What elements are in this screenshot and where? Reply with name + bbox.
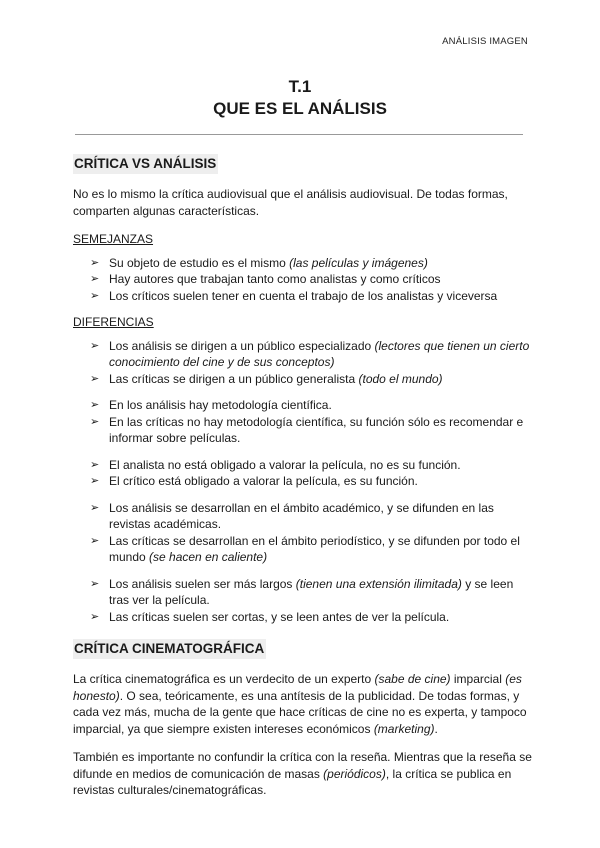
bullet-text: En las críticas no hay metodología científica, su función sólo es recomendar e informar sobre películas. bbox=[109, 414, 524, 445]
title-line-1: T.1 bbox=[288, 77, 312, 96]
difference-item bbox=[73, 397, 533, 414]
difference-group bbox=[73, 397, 533, 447]
running-header: ANÁLISIS IMAGEN bbox=[442, 36, 528, 47]
p1-note-d: (es honesto) bbox=[73, 672, 522, 703]
difference-group bbox=[73, 576, 533, 626]
bullet-note: (tienen una extensión ilimitada) bbox=[295, 576, 462, 591]
bullet-note: (se hacen en caliente) bbox=[149, 550, 268, 564]
difference-item bbox=[73, 609, 533, 626]
p2-text-a: También es importante no confundir la crítica con la reseña. Mientras que la reseña se difunde en medios de comunicación de masas bbox=[73, 750, 532, 781]
bullet-text: Hay autores que trabajan tanto como analistas y como críticos bbox=[109, 272, 441, 286]
bullet-text: En los análisis hay metodología científica. bbox=[109, 398, 332, 412]
document-body bbox=[73, 150, 533, 811]
title-divider bbox=[75, 134, 523, 135]
review-distinction-paragraph bbox=[73, 749, 533, 799]
section-heading-critica-cinematografica: CRÍTICA CINEMATOGRÁFICA bbox=[73, 639, 266, 659]
difference-group bbox=[73, 500, 533, 566]
p2-text-c: , la crítica se publica en revistas culturales/cinematográficas. bbox=[73, 766, 512, 797]
p1-text-e: . O sea, teóricamente, es una antítesis de la publicidad. De todas formas, y cada vez más, mucha de la gente que hace críticas de cine no es experta, y tampoco imparcial, ya que siempre existen intereses económicos bbox=[73, 688, 527, 736]
bullet-text: Las críticas se dirigen a un público generalista bbox=[109, 371, 359, 386]
intro-paragraph: No es lo mismo la crítica audiovisual que el análisis audiovisual. De todas formas, comparten algunas características. bbox=[73, 187, 508, 218]
differences-label: DIFERENCIAS bbox=[73, 315, 154, 329]
p1-text-g: . bbox=[434, 721, 438, 736]
similarity-item bbox=[73, 255, 533, 272]
bullet-text: El crítico está obligado a valorar la película, es su función. bbox=[109, 474, 418, 488]
similarities-label: SEMEJANZAS bbox=[73, 232, 154, 246]
p2-note-b: (periódicos) bbox=[323, 766, 386, 781]
difference-item bbox=[73, 371, 533, 388]
p1-note-f: (marketing) bbox=[373, 721, 435, 736]
bullet-text: Las críticas se desarrollan en el ámbito periodístico, y se difunden por todo el mundo bbox=[109, 533, 520, 564]
bullet-text: Los críticos suelen tener en cuenta el trabajo de los analistas y viceversa bbox=[109, 288, 498, 303]
similarity-item bbox=[73, 288, 533, 305]
bullet-text: El analista no está obligado a valorar la película, no es su función. bbox=[109, 457, 461, 472]
similarity-item bbox=[73, 271, 533, 288]
bullet-text: Las críticas suelen ser cortas, y se leen antes de ver la película. bbox=[109, 609, 450, 624]
bullet-text-after: y se leen tras ver la película. bbox=[109, 576, 514, 607]
difference-item bbox=[73, 576, 533, 609]
document-title bbox=[0, 76, 600, 120]
difference-item bbox=[73, 414, 533, 447]
difference-item bbox=[73, 500, 533, 533]
differences-container bbox=[73, 338, 533, 626]
similarities-list bbox=[73, 255, 533, 305]
p1-note-b: (sabe de cine) bbox=[374, 672, 451, 686]
bullet-text: Su objeto de estudio es el mismo bbox=[109, 255, 290, 270]
bullet-note: (todo el mundo) bbox=[358, 371, 443, 386]
bullet-text: Los análisis se desarrollan en el ámbito académico, y se difunden en las revistas académicas. bbox=[109, 500, 494, 531]
difference-item bbox=[73, 338, 533, 371]
title-line-2: QUE ES EL ANÁLISIS bbox=[213, 99, 387, 118]
difference-item bbox=[73, 457, 533, 474]
difference-group bbox=[73, 338, 533, 388]
p1-text-c: imparcial bbox=[450, 672, 506, 686]
p1-text-a: La crítica cinematográfica es un verdecito de un experto bbox=[73, 672, 375, 686]
section-heading-critica-vs-analisis: CRÍTICA VS ANÁLISIS bbox=[73, 154, 218, 174]
difference-item bbox=[73, 533, 533, 566]
difference-group bbox=[73, 457, 533, 490]
bullet-note: (las películas y imágenes) bbox=[289, 255, 428, 270]
bullet-note: (lectores que tienen un cierto conocimiento del cine y de sus conceptos) bbox=[109, 338, 530, 369]
cinema-critique-paragraph bbox=[73, 671, 533, 737]
bullet-text: Los análisis suelen ser más largos bbox=[109, 576, 296, 591]
bullet-text: Los análisis se dirigen a un público especializado bbox=[109, 338, 375, 353]
difference-item bbox=[73, 473, 533, 490]
